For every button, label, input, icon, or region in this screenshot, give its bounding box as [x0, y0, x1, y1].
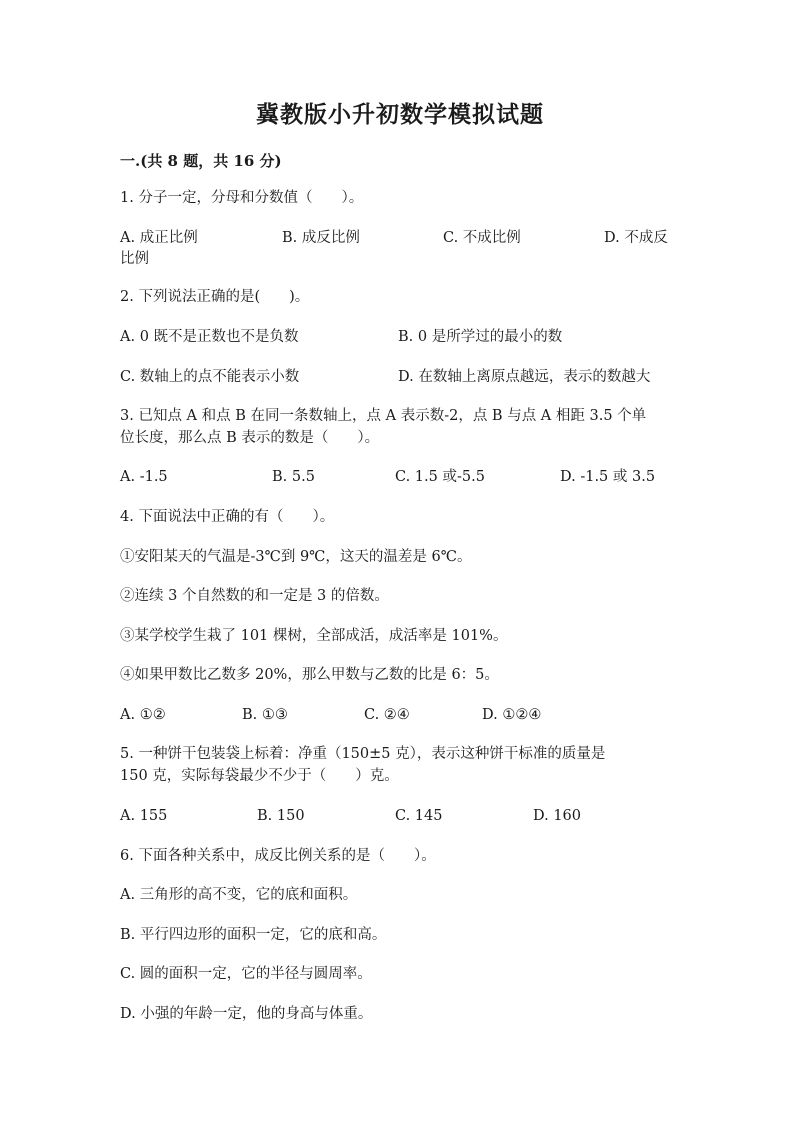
question-1-option-c: C. 不成比例: [443, 230, 521, 246]
question-2-option-d: D. 在数轴上离原点越远，表示的数越大: [398, 369, 651, 385]
question-5-option-b: B. 150: [257, 808, 305, 824]
question-3-option-a: A. -1.5: [120, 469, 168, 485]
question-4-option-b: B. ①③: [242, 707, 288, 723]
question-1-option-a: A. 成正比例: [120, 230, 198, 246]
question-5-stem-line-1: 5. 一种饼干包装袋上标着：净重（150±5 克），表示这种饼干标准的质量是: [120, 746, 606, 762]
question-4-statement-4: ④如果甲数比乙数多 20%，那么甲数与乙数的比是 6：5。: [120, 667, 499, 683]
question-4-statement-3: ③某学校学生栽了 101 棵树，全部成活，成活率是 101%。: [120, 628, 508, 644]
question-6-option-a: A. 三角形的高不变，它的底和面积。: [120, 887, 358, 903]
question-1-option-b: B. 成反比例: [282, 230, 360, 246]
question-6-stem: 6. 下面各种关系中，成反比例关系的是（ ）。: [120, 848, 436, 864]
question-5-stem-line-2: 150 克，实际每袋最少不少于（ ）克。: [120, 768, 399, 784]
question-3-option-c: C. 1.5 或-5.5: [395, 469, 485, 485]
question-3-stem-line-2: 位长度，那么点 B 表示的数是（ ）。: [120, 430, 380, 446]
question-2-option-c: C. 数轴上的点不能表示小数: [120, 369, 300, 385]
question-5-option-c: C. 145: [395, 808, 443, 824]
question-1-option-d-continued: 比例: [120, 251, 149, 267]
question-6-option-c: C. 圆的面积一定，它的半径与圆周率。: [120, 966, 372, 982]
question-2-option-b: B. 0 是所学过的最小的数: [398, 329, 563, 345]
question-6-option-b: B. 平行四边形的面积一定，它的底和高。: [120, 927, 387, 943]
question-2-option-a: A. 0 既不是正数也不是负数: [120, 329, 299, 345]
question-3-option-b: B. 5.5: [272, 469, 315, 485]
question-5-option-d: D. 160: [533, 808, 582, 824]
question-1-stem: 1. 分子一定，分母和分数值（ ）。: [120, 190, 364, 206]
question-4-option-c: C. ②④: [364, 707, 410, 723]
section-heading: 一.(共 8 题，共 16 分): [120, 152, 282, 170]
question-2-stem: 2. 下列说法正确的是( )。: [120, 289, 310, 305]
question-6-option-d: D. 小强的年龄一定，他的身高与体重。: [120, 1006, 373, 1022]
question-4-statement-2: ②连续 3 个自然数的和一定是 3 的倍数。: [120, 588, 389, 604]
question-4-stem: 4. 下面说法中正确的有（ ）。: [120, 509, 335, 525]
question-3-option-d: D. -1.5 或 3.5: [560, 469, 656, 485]
question-4-option-d: D. ①②④: [482, 707, 542, 723]
question-4-statement-1: ①安阳某天的气温是-3℃到 9℃，这天的温差是 6℃。: [120, 549, 472, 565]
question-1-option-d: D. 不成反: [604, 230, 668, 246]
question-5-option-a: A. 155: [120, 808, 168, 824]
question-3-stem-line-1: 3. 已知点 A 和点 B 在同一条数轴上，点 A 表示数-2，点 B 与点 A 相距 3.5 个单: [120, 408, 647, 424]
page-title: 冀教版小升初数学模拟试题: [256, 101, 544, 128]
question-4-option-a: A. ①②: [120, 707, 166, 723]
